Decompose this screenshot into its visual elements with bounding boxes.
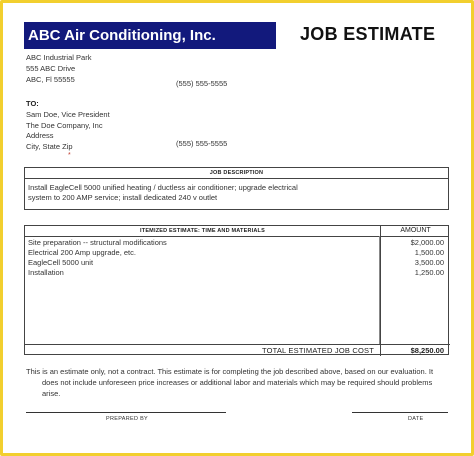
company-name-banner: ABC Air Conditioning, Inc. xyxy=(24,22,276,49)
item-description: Electrical 200 Amp upgrade, etc. xyxy=(28,248,136,257)
prepared-by-line xyxy=(26,412,226,413)
recipient-line: Sam Doe, Vice President xyxy=(26,110,110,119)
table-row xyxy=(25,258,450,268)
item-description: Installation xyxy=(28,268,64,277)
table-row xyxy=(25,238,450,248)
date-label: DATE xyxy=(408,416,424,422)
job-description-line: system to 200 AMP service; install dedicated 240 v outlet xyxy=(28,193,218,202)
job-description-box xyxy=(24,167,449,210)
estimate-table xyxy=(24,225,449,355)
asterisk-mark: * xyxy=(68,152,71,159)
total-label: TOTAL ESTIMATED JOB COST xyxy=(261,346,374,355)
address-line: ABC, Fl 55555 xyxy=(26,75,75,84)
to-label: TO: xyxy=(26,99,39,108)
date-line xyxy=(352,412,448,413)
address-line: ABC Industrial Park xyxy=(26,53,92,62)
item-amount: 1,500.00 xyxy=(414,248,444,257)
recipient-line: Address xyxy=(26,131,54,140)
job-description-line: Install EagleCell 5000 unified heating / ductless air conditioner; upgrade electrical xyxy=(28,183,298,192)
prepared-by-label: PREPARED BY xyxy=(106,416,149,422)
document-title: JOB ESTIMATE xyxy=(300,24,436,44)
item-amount: 1,250.00 xyxy=(414,268,444,277)
amount-header: AMOUNT xyxy=(380,226,450,236)
disclaimer-line: does not include unforeseen price increases or additional labor and materials which may be required should problems arise. xyxy=(42,378,433,398)
item-description: Site preparation -- structural modifications xyxy=(28,238,167,247)
recipient-line: City, State Zip xyxy=(26,141,73,151)
job-description-header: JOB DESCRIPTION xyxy=(25,168,448,179)
item-description: EagleCell 5000 unit xyxy=(28,258,94,267)
table-row xyxy=(25,268,450,278)
recipient-phone: (555) 555-5555 xyxy=(176,139,228,148)
estimate-table-header xyxy=(25,226,448,237)
recipient-address xyxy=(26,110,110,152)
address-line: 555 ABC Drive xyxy=(26,64,76,73)
recipient-line: The Doe Company, Inc xyxy=(26,120,103,130)
job-description-text xyxy=(25,179,448,207)
total-value: $8,250.00 xyxy=(380,345,450,356)
total-row xyxy=(25,344,450,356)
item-amount: $2,000.00 xyxy=(410,238,444,247)
company-phone: (555) 555-5555 xyxy=(176,79,228,88)
disclaimer-line: This is an estimate only, not a contract. This estimate is for completing the job described above, based on our evaluation. It xyxy=(26,367,434,376)
estimate-disclaimer xyxy=(26,366,446,399)
estimate-header-label: ITEMIZED ESTIMATE: TIME AND MATERIALS xyxy=(140,228,265,234)
table-row xyxy=(25,248,450,258)
company-address xyxy=(26,52,91,85)
item-amount: 3,500.00 xyxy=(414,258,444,267)
